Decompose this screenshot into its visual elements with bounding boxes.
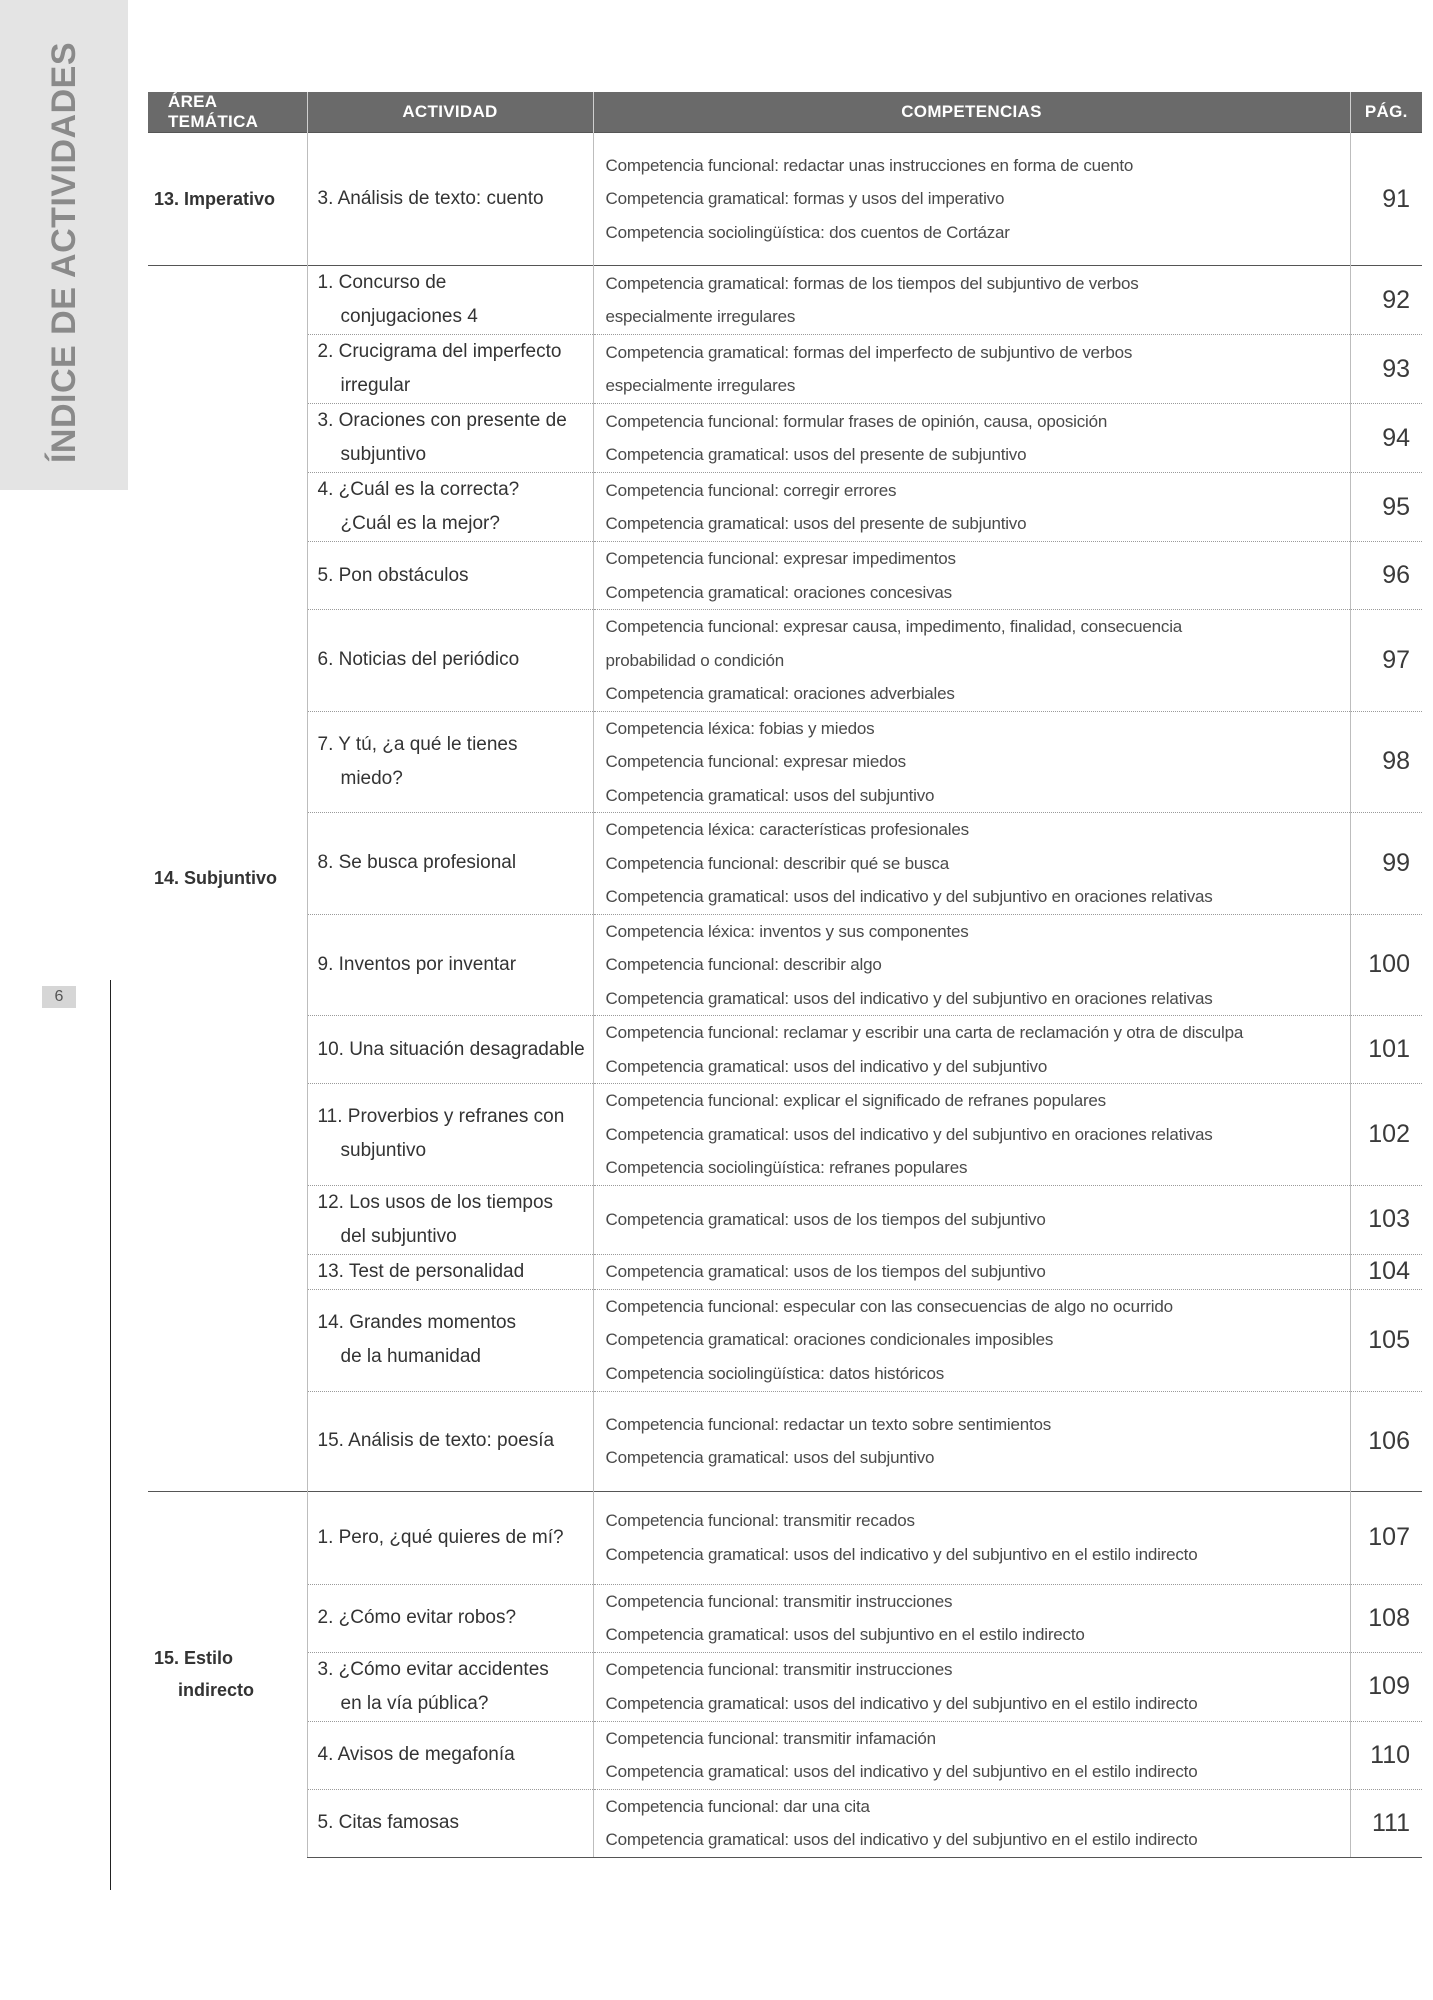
activity-line: 12. Los usos de los tiempos: [317, 1191, 554, 1213]
activity-cell: [307, 473, 593, 542]
table-row: [148, 1084, 1422, 1186]
page-cell: 109: [1350, 1652, 1422, 1721]
page-cell: 111: [1350, 1789, 1422, 1857]
area-label: 13. Imperativo: [154, 188, 276, 209]
competences-cell: [593, 813, 1350, 915]
activity-line: 1. Pero, ¿qué quieres de mí?: [317, 1526, 564, 1548]
page-cell: 104: [1350, 1254, 1422, 1289]
activity-index-table: [148, 92, 1422, 1858]
activity-line: 15. Análisis de texto: poesía: [317, 1430, 555, 1451]
side-title-text: ÍNDICE DE ACTIVIDADES: [45, 41, 84, 463]
competence-line: especialmente irregulares: [605, 376, 796, 395]
activity-line: del subjuntivo: [340, 1225, 457, 1247]
activity-line: 3. Análisis de texto: cuento: [317, 188, 544, 209]
competence-line: Competencia funcional: formular frases de opinión, causa, oposición: [605, 411, 1108, 431]
competences-cell: [593, 266, 1350, 335]
competence-line: Competencia gramatical: usos del presente de subjuntivo: [605, 514, 1027, 533]
competence-line: Competencia funcional: expresar causa, impedimento, finalidad, consecuencia: [605, 617, 1183, 636]
page-cell: 99: [1350, 813, 1422, 915]
activity-cell: [307, 1289, 593, 1391]
table-row: [148, 1721, 1422, 1789]
page-cell: 100: [1350, 914, 1422, 1016]
competence-line: probabilidad o condición: [605, 650, 785, 670]
competence-line: Competencia gramatical: usos del indicativo y del subjuntivo en oraciones relativas: [605, 1124, 1213, 1144]
competence-line: Competencia funcional: transmitir infamación: [605, 1728, 936, 1748]
activity-cell: [307, 610, 593, 712]
table-row: [148, 542, 1422, 610]
competence-line: Competencia funcional: dar una cita: [605, 1796, 870, 1816]
competences-cell: [593, 610, 1350, 712]
competences-cell: [593, 1584, 1350, 1652]
competences-cell: [593, 1789, 1350, 1857]
area-cell: [148, 266, 307, 1492]
activity-cell: [307, 133, 593, 266]
header-row: [148, 92, 1422, 133]
table-row: [148, 1254, 1422, 1289]
activity-line: 1. Concurso de: [317, 272, 447, 293]
header-area: ÁREA TEMÁTICA: [148, 92, 307, 133]
competences-cell: [593, 1084, 1350, 1186]
section-3: [148, 1491, 1422, 1857]
competence-line: Competencia gramatical: formas y usos del imperativo: [605, 189, 1005, 209]
side-title: [37, 41, 93, 463]
table-row: [148, 133, 1422, 266]
section-1: [148, 133, 1422, 266]
competences-cell: [593, 404, 1350, 473]
page-cell: 108: [1350, 1584, 1422, 1652]
page-cell: 97: [1350, 610, 1422, 712]
table-row: [148, 1289, 1422, 1391]
competence-line: Competencia gramatical: oraciones condicionales imposibles: [605, 1330, 1054, 1350]
competence-line: Competencia gramatical: usos de los tiempos del subjuntivo: [605, 1261, 1046, 1281]
activity-line: 5. Citas famosas: [317, 1812, 459, 1833]
activity-line: en la vía pública?: [340, 1692, 489, 1714]
competence-line: Competencia gramatical: oraciones adverbiales: [605, 684, 955, 703]
competences-cell: [593, 1652, 1350, 1721]
competences-cell: [593, 542, 1350, 610]
activity-line: ¿Cuál es la mejor?: [340, 513, 500, 534]
header-activity: ACTIVIDAD: [307, 92, 593, 133]
competence-line: Competencia gramatical: usos del subjuntivo en el estilo indirecto: [605, 1625, 1085, 1644]
competences-cell: [593, 1289, 1350, 1391]
competence-line: Competencia funcional: redactar un texto sobre sentimientos: [605, 1414, 1052, 1434]
page-cell: 93: [1350, 335, 1422, 404]
competence-line: Competencia sociolingüística: datos históricos: [605, 1363, 945, 1383]
competences-cell: [593, 711, 1350, 813]
table-row: [148, 914, 1422, 1016]
activity-line: 13. Test de personalidad: [317, 1260, 525, 1282]
competence-line: Competencia gramatical: usos del subjuntivo: [605, 1448, 935, 1467]
competence-line: Competencia gramatical: usos del indicativo y del subjuntivo: [605, 1056, 1048, 1076]
competences-cell: [593, 335, 1350, 404]
activity-line: 2. Crucigrama del imperfecto: [317, 341, 562, 362]
competence-line: Competencia léxica: inventos y sus componentes: [605, 921, 969, 941]
competences-cell: [593, 914, 1350, 1016]
competence-line: Competencia funcional: transmitir recados: [605, 1511, 915, 1530]
activity-line: subjuntivo: [340, 1140, 427, 1162]
activity-cell: [307, 1391, 593, 1491]
competence-line: Competencia gramatical: usos de los tiempos del subjuntivo: [605, 1209, 1046, 1229]
page-cell: 92: [1350, 266, 1422, 335]
competence-line: Competencia funcional: redactar unas instrucciones en forma de cuento: [605, 155, 1134, 175]
competence-line: Competencia gramatical: formas del imperfecto de subjuntivo de verbos: [605, 342, 1133, 362]
activity-cell: [307, 1491, 593, 1584]
area-cell: [148, 1491, 307, 1857]
competences-cell: [593, 133, 1350, 266]
activity-line: 3. Oraciones con presente de: [317, 410, 567, 431]
activity-cell: [307, 711, 593, 813]
competence-line: especialmente irregulares: [605, 307, 796, 326]
competence-line: Competencia gramatical: oraciones concesivas: [605, 582, 952, 602]
page-cell: 102: [1350, 1084, 1422, 1186]
table-row: [148, 1491, 1422, 1584]
table-row: [148, 1584, 1422, 1652]
header-competences: COMPETENCIAS: [593, 92, 1350, 133]
competence-line: Competencia léxica: características profesionales: [605, 820, 969, 839]
section-2: [148, 266, 1422, 1492]
competence-line: Competencia funcional: expresar impedimentos: [605, 549, 956, 568]
table-row: [148, 1185, 1422, 1254]
competence-line: Competencia sociolingüística: refranes populares: [605, 1158, 968, 1177]
competence-line: Competencia gramatical: usos del indicativo y del subjuntivo en el estilo indirecto: [605, 1693, 1198, 1713]
competence-line: Competencia léxica: fobias y miedos: [605, 718, 875, 738]
activity-cell: [307, 1721, 593, 1789]
competences-cell: [593, 1391, 1350, 1491]
activity-line: 11. Proverbios y refranes con: [317, 1106, 565, 1128]
page-cell: 95: [1350, 473, 1422, 542]
area-cell: [148, 133, 307, 266]
table-row: [148, 266, 1422, 335]
competence-line: Competencia funcional: describir algo: [605, 955, 882, 974]
table-row: [148, 335, 1422, 404]
table-row: [148, 610, 1422, 712]
page-number: 6: [42, 986, 76, 1008]
competences-cell: [593, 1721, 1350, 1789]
activity-cell: [307, 266, 593, 335]
competence-line: Competencia gramatical: formas de los tiempos del subjuntivo de verbos: [605, 273, 1139, 293]
activity-cell: [307, 1789, 593, 1857]
competences-cell: [593, 1491, 1350, 1584]
activity-line: 14. Grandes momentos: [317, 1312, 517, 1333]
activity-cell: [307, 914, 593, 1016]
activity-cell: [307, 542, 593, 610]
table-row: [148, 1016, 1422, 1084]
activity-cell: [307, 1254, 593, 1289]
competence-line: Competencia gramatical: usos del subjuntivo: [605, 785, 935, 805]
competences-cell: [593, 1254, 1350, 1289]
competence-line: Competencia gramatical: usos del indicativo y del subjuntivo en el estilo indirecto: [605, 1830, 1198, 1849]
activity-line: conjugaciones 4: [340, 306, 478, 327]
page-cell: 105: [1350, 1289, 1422, 1391]
activity-line: 7. Y tú, ¿a qué le tienes: [317, 733, 518, 755]
page-cell: 94: [1350, 404, 1422, 473]
competence-line: Competencia gramatical: usos del presente de subjuntivo: [605, 445, 1027, 464]
competence-line: Competencia funcional: transmitir instrucciones: [605, 1660, 953, 1679]
table-row: [148, 404, 1422, 473]
competence-line: Competencia funcional: explicar el significado de refranes populares: [605, 1091, 1106, 1110]
competence-line: Competencia gramatical: usos del indicativo y del subjuntivo en el estilo indirecto: [605, 1544, 1198, 1564]
page-cell: 106: [1350, 1391, 1422, 1491]
competence-line: Competencia gramatical: usos del indicativo y del subjuntivo en oraciones relativas: [605, 988, 1213, 1008]
table-row: [148, 473, 1422, 542]
activity-line: irregular: [340, 375, 411, 396]
header-page: PÁG.: [1350, 92, 1422, 133]
page-cell: 96: [1350, 542, 1422, 610]
page-cell: 110: [1350, 1721, 1422, 1789]
competence-line: Competencia funcional: transmitir instrucciones: [605, 1591, 953, 1611]
activity-line: 8. Se busca profesional: [317, 852, 517, 874]
activity-line: 4. Avisos de megafonía: [317, 1744, 515, 1765]
page-cell: 91: [1350, 133, 1422, 266]
competences-cell: [593, 1185, 1350, 1254]
activity-line: 2. ¿Cómo evitar robos?: [317, 1607, 517, 1628]
activity-cell: [307, 1584, 593, 1652]
page-cell: 101: [1350, 1016, 1422, 1084]
activity-line: miedo?: [340, 767, 403, 789]
activity-line: subjuntivo: [340, 444, 427, 465]
table-row: [148, 1789, 1422, 1857]
area-label: 14. Subjuntivo: [154, 867, 278, 888]
page-cell: 107: [1350, 1491, 1422, 1584]
competence-line: Competencia funcional: reclamar y escribir una carta de reclamación y otra de disculpa: [605, 1023, 1244, 1042]
competence-line: Competencia funcional: corregir errores: [605, 480, 897, 500]
activity-cell: [307, 1084, 593, 1186]
competence-line: Competencia sociolingüística: dos cuentos de Cortázar: [605, 222, 1010, 242]
competences-cell: [593, 1016, 1350, 1084]
table-row: [148, 1652, 1422, 1721]
activity-line: 6. Noticias del periódico: [317, 649, 520, 671]
competence-line: Competencia funcional: expresar miedos: [605, 752, 906, 771]
activity-line: 5. Pon obstáculos: [317, 564, 469, 586]
activity-cell: [307, 404, 593, 473]
competence-line: Competencia funcional: describir qué se busca: [605, 853, 949, 873]
activity-cell: [307, 1185, 593, 1254]
page-cell: 103: [1350, 1185, 1422, 1254]
area-label: 15. Estilo indirecto: [154, 1648, 255, 1701]
competence-line: Competencia gramatical: usos del indicativo y del subjuntivo en oraciones relativas: [605, 887, 1213, 906]
activity-line: 3. ¿Cómo evitar accidentes: [317, 1658, 549, 1680]
vertical-rule: [110, 980, 111, 1890]
activity-cell: [307, 1016, 593, 1084]
activity-cell: [307, 335, 593, 404]
activity-cell: [307, 1652, 593, 1721]
competences-cell: [593, 473, 1350, 542]
table-row: [148, 1391, 1422, 1491]
page-cell: 98: [1350, 711, 1422, 813]
activity-line: 4. ¿Cuál es la correcta?: [317, 479, 520, 500]
activity-line: 9. Inventos por inventar: [317, 953, 517, 975]
table-row: [148, 813, 1422, 915]
activity-line: 10. Una situación desagradable: [317, 1038, 585, 1060]
table-row: [148, 711, 1422, 813]
competence-line: Competencia funcional: especular con las consecuencias de algo no ocurrido: [605, 1296, 1173, 1316]
activity-cell: [307, 813, 593, 915]
competence-line: Competencia gramatical: usos del indicativo y del subjuntivo en el estilo indirecto: [605, 1762, 1198, 1781]
activity-line: de la humanidad: [340, 1346, 481, 1367]
